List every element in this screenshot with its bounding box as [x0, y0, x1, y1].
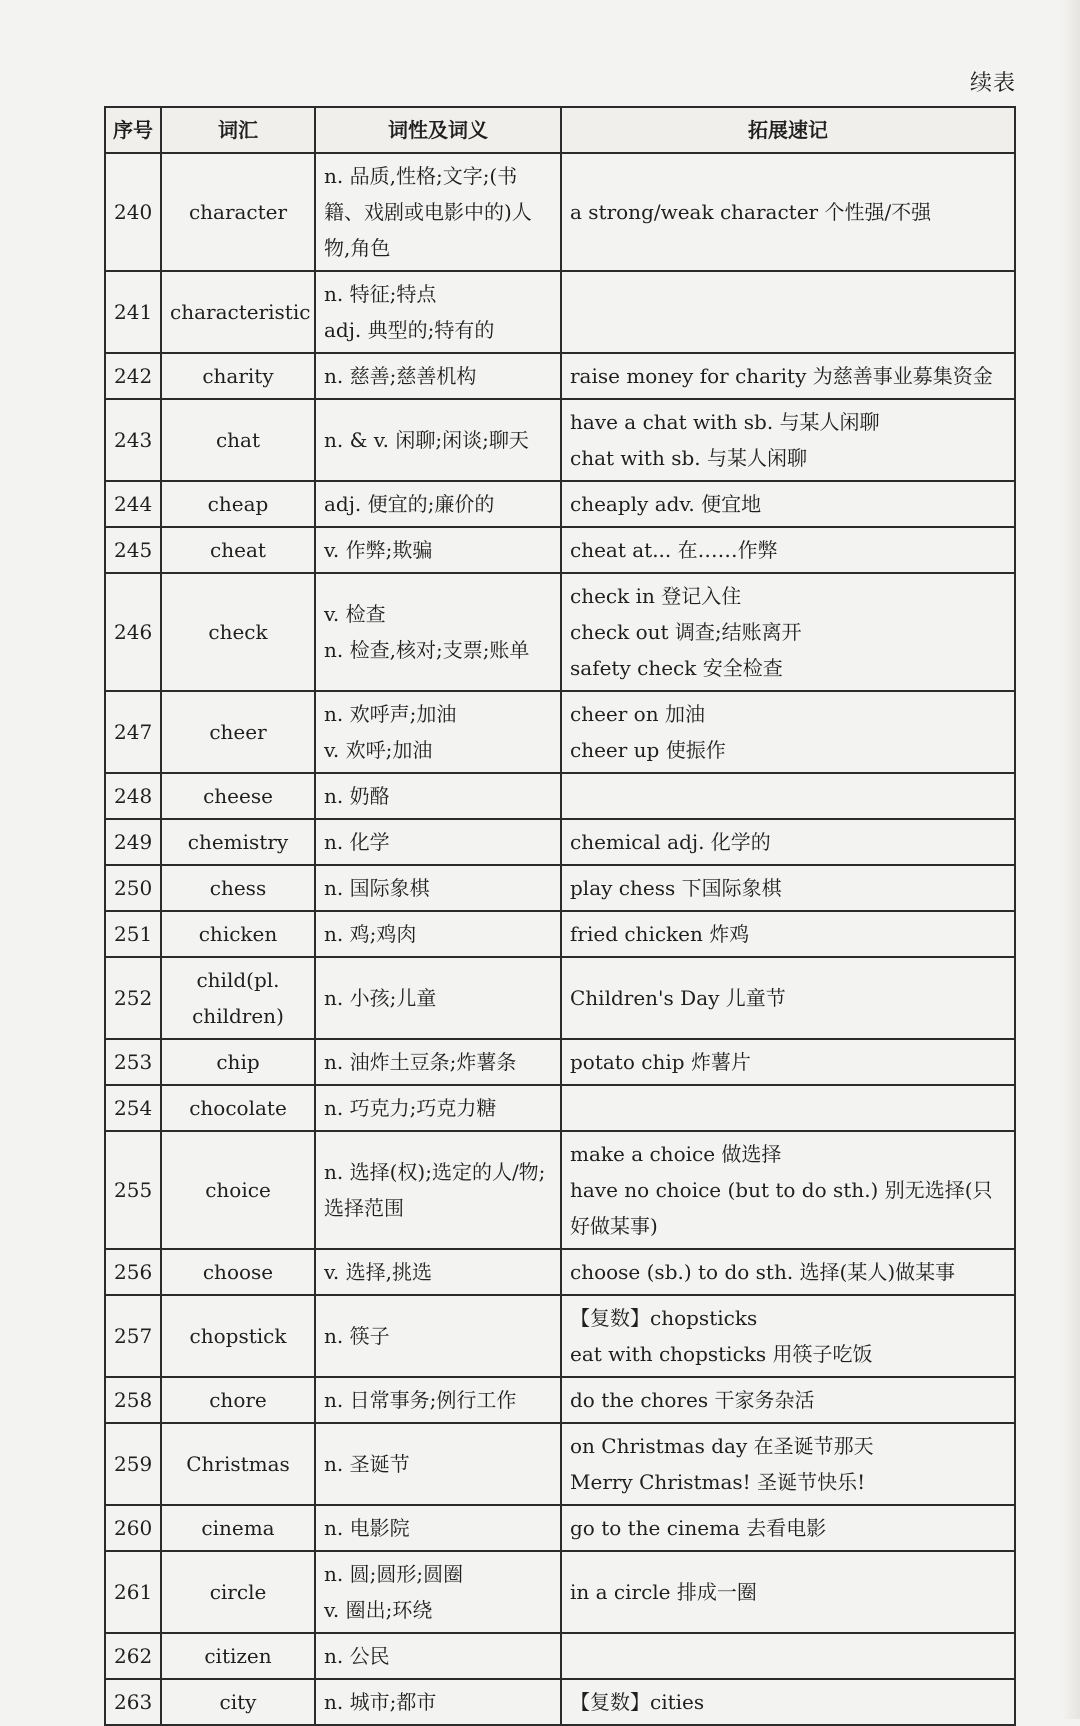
table-row: [105, 1039, 1015, 1085]
meaning-line: n. 电影院: [324, 1516, 410, 1540]
table-row: [105, 1295, 1015, 1377]
row-notes: [561, 399, 1015, 481]
row-word: cheese: [161, 773, 315, 819]
note-line: cheer on 加油: [570, 702, 705, 726]
table-row: [105, 399, 1015, 481]
row-number: 254: [105, 1085, 161, 1131]
row-number: 241: [105, 271, 161, 353]
row-notes: [561, 481, 1015, 527]
table-header-row: [105, 107, 1015, 153]
row-meaning: [315, 1131, 561, 1249]
row-meaning: [315, 819, 561, 865]
meaning-line: v. 圈出;环绕: [324, 1598, 433, 1622]
row-notes: [561, 865, 1015, 911]
row-meaning: [315, 1377, 561, 1423]
row-notes: [561, 1633, 1015, 1679]
meaning-line: n. & v. 闲聊;闲谈;聊天: [324, 428, 529, 452]
header-word: 词汇: [161, 107, 315, 153]
row-meaning: [315, 353, 561, 399]
note-line: cheat at... 在……作弊: [570, 538, 778, 562]
row-number: 255: [105, 1131, 161, 1249]
note-line: cheaply adv. 便宜地: [570, 492, 762, 516]
row-word: character: [161, 153, 315, 271]
row-meaning: [315, 911, 561, 957]
table-row: [105, 271, 1015, 353]
note-line: safety check 安全检查: [570, 656, 783, 680]
row-number: 258: [105, 1377, 161, 1423]
page-edge-shadow: [1062, 0, 1080, 1719]
row-number: 246: [105, 573, 161, 691]
header-notes: 拓展速记: [561, 107, 1015, 153]
row-meaning: [315, 573, 561, 691]
row-meaning: [315, 153, 561, 271]
meaning-line: n. 品质,性格;文字;(书籍、戏剧或电影中的)人物,角色: [324, 164, 532, 260]
row-number: 253: [105, 1039, 161, 1085]
table-row: [105, 1679, 1015, 1725]
row-word: charity: [161, 353, 315, 399]
row-notes: [561, 153, 1015, 271]
row-number: 240: [105, 153, 161, 271]
row-notes: [561, 1377, 1015, 1423]
row-word: check: [161, 573, 315, 691]
row-meaning: [315, 1423, 561, 1505]
row-notes: [561, 573, 1015, 691]
row-number: 249: [105, 819, 161, 865]
row-meaning: [315, 1679, 561, 1725]
meaning-line: n. 欢呼声;加油: [324, 702, 457, 726]
meaning-line: n. 选择(权);选定的人/物;选择范围: [324, 1160, 546, 1220]
note-line: do the chores 干家务杂活: [570, 1388, 815, 1412]
row-notes: [561, 1131, 1015, 1249]
table-row: [105, 1505, 1015, 1551]
table-row: [105, 1633, 1015, 1679]
note-line: chat with sb. 与某人闲聊: [570, 446, 807, 470]
row-word: circle: [161, 1551, 315, 1633]
note-line: choose (sb.) to do sth. 选择(某人)做某事: [570, 1260, 956, 1284]
row-notes: [561, 527, 1015, 573]
table-row: [105, 911, 1015, 957]
row-number: 248: [105, 773, 161, 819]
row-notes: [561, 1551, 1015, 1633]
row-word: chopstick: [161, 1295, 315, 1377]
meaning-line: n. 特征;特点: [324, 282, 437, 306]
meaning-line: n. 圣诞节: [324, 1452, 410, 1476]
note-line: have a chat with sb. 与某人闲聊: [570, 410, 880, 434]
header-meaning: 词性及词义: [315, 107, 561, 153]
note-line: Children's Day 儿童节: [570, 986, 786, 1010]
meaning-line: n. 检查,核对;支票;账单: [324, 638, 530, 662]
row-meaning: [315, 1633, 561, 1679]
meaning-line: n. 化学: [324, 830, 390, 854]
row-notes: [561, 1295, 1015, 1377]
note-line: eat with chopsticks 用筷子吃饭: [570, 1342, 873, 1366]
table-row: [105, 1085, 1015, 1131]
meaning-line: v. 欢呼;加油: [324, 738, 433, 762]
row-number: 251: [105, 911, 161, 957]
row-notes: [561, 691, 1015, 773]
note-line: 【复数】cities: [570, 1690, 705, 1714]
table-row: [105, 153, 1015, 271]
row-meaning: [315, 1551, 561, 1633]
row-word: citizen: [161, 1633, 315, 1679]
row-word: chess: [161, 865, 315, 911]
row-meaning: [315, 1085, 561, 1131]
note-line: fried chicken 炸鸡: [570, 922, 750, 946]
table-row: [105, 1423, 1015, 1505]
note-line: cheer up 使振作: [570, 738, 726, 762]
note-line: play chess 下国际象棋: [570, 876, 782, 900]
row-number: 242: [105, 353, 161, 399]
row-word: chicken: [161, 911, 315, 957]
meaning-line: adj. 便宜的;廉价的: [324, 492, 495, 516]
note-line: 【复数】chopsticks: [570, 1306, 758, 1330]
row-meaning: [315, 691, 561, 773]
meaning-line: n. 鸡;鸡肉: [324, 922, 417, 946]
table-row: [105, 353, 1015, 399]
meaning-line: n. 日常事务;例行工作: [324, 1388, 517, 1412]
row-number: 247: [105, 691, 161, 773]
row-word: cinema: [161, 1505, 315, 1551]
meaning-line: n. 圆;圆形;圆圈: [324, 1562, 464, 1586]
vocabulary-table: [104, 106, 1016, 1726]
row-word: cheap: [161, 481, 315, 527]
row-word: Christmas: [161, 1423, 315, 1505]
row-number: 245: [105, 527, 161, 573]
row-meaning: [315, 1039, 561, 1085]
meaning-line: n. 巧克力;巧克力糖: [324, 1096, 497, 1120]
row-meaning: [315, 1295, 561, 1377]
row-number: 263: [105, 1679, 161, 1725]
row-meaning: [315, 1249, 561, 1295]
header-number: 序号: [105, 107, 161, 153]
meaning-line: n. 慈善;慈善机构: [324, 364, 477, 388]
note-line: go to the cinema 去看电影: [570, 1516, 827, 1540]
meaning-line: v. 选择,挑选: [324, 1260, 432, 1284]
meaning-line: n. 公民: [324, 1644, 390, 1668]
row-meaning: [315, 957, 561, 1039]
row-number: 252: [105, 957, 161, 1039]
row-notes: [561, 911, 1015, 957]
table-row: [105, 773, 1015, 819]
note-line: have no choice (but to do sth.) 别无选择(只好做某事): [570, 1178, 993, 1238]
note-line: in a circle 排成一圈: [570, 1580, 757, 1604]
note-line: a strong/weak character 个性强/不强: [570, 200, 932, 224]
row-notes: [561, 1249, 1015, 1295]
row-notes: [561, 1505, 1015, 1551]
row-meaning: [315, 773, 561, 819]
row-notes: [561, 1039, 1015, 1085]
table-row: [105, 527, 1015, 573]
meaning-line: n. 国际象棋: [324, 876, 430, 900]
table-row: [105, 1551, 1015, 1633]
meaning-line: n. 油炸土豆条;炸薯条: [324, 1050, 517, 1074]
row-word: cheer: [161, 691, 315, 773]
row-notes: [561, 1679, 1015, 1725]
row-notes: [561, 271, 1015, 353]
table-row: [105, 819, 1015, 865]
row-number: 261: [105, 1551, 161, 1633]
table-row: [105, 865, 1015, 911]
row-meaning: [315, 865, 561, 911]
row-word: chip: [161, 1039, 315, 1085]
row-meaning: [315, 399, 561, 481]
note-line: chemical adj. 化学的: [570, 830, 771, 854]
meaning-line: v. 作弊;欺骗: [324, 538, 433, 562]
row-word: chore: [161, 1377, 315, 1423]
note-line: check out 调查;结账离开: [570, 620, 802, 644]
table-row: [105, 573, 1015, 691]
note-line: potato chip 炸薯片: [570, 1050, 751, 1074]
row-number: 243: [105, 399, 161, 481]
row-notes: [561, 1423, 1015, 1505]
note-line: Merry Christmas! 圣诞节快乐!: [570, 1470, 866, 1494]
row-number: 262: [105, 1633, 161, 1679]
row-notes: [561, 819, 1015, 865]
row-word: cheat: [161, 527, 315, 573]
meaning-line: n. 筷子: [324, 1324, 390, 1348]
continued-label: 续表: [969, 71, 1016, 96]
meaning-line: n. 小孩;儿童: [324, 986, 437, 1010]
row-notes: [561, 353, 1015, 399]
row-number: 257: [105, 1295, 161, 1377]
table-row: [105, 1131, 1015, 1249]
note-line: check in 登记入住: [570, 584, 742, 608]
note-line: raise money for charity 为慈善事业募集资金: [570, 364, 993, 388]
row-notes: [561, 957, 1015, 1039]
row-word: chat: [161, 399, 315, 481]
table-row: [105, 1249, 1015, 1295]
note-line: on Christmas day 在圣诞节那天: [570, 1434, 874, 1458]
row-meaning: [315, 1505, 561, 1551]
row-meaning: [315, 527, 561, 573]
row-number: 259: [105, 1423, 161, 1505]
row-word: child(pl. children): [161, 957, 315, 1039]
meaning-line: adj. 典型的;特有的: [324, 318, 495, 342]
row-number: 250: [105, 865, 161, 911]
note-line: make a choice 做选择: [570, 1142, 782, 1166]
table-body: [105, 153, 1015, 1725]
meaning-line: n. 奶酪: [324, 784, 390, 808]
meaning-line: n. 城市;都市: [324, 1690, 437, 1714]
row-word: chocolate: [161, 1085, 315, 1131]
table-row: [105, 957, 1015, 1039]
table-row: [105, 691, 1015, 773]
row-meaning: [315, 271, 561, 353]
row-word: choose: [161, 1249, 315, 1295]
row-word: chemistry: [161, 819, 315, 865]
row-number: 244: [105, 481, 161, 527]
meaning-line: v. 检查: [324, 602, 386, 626]
table-row: [105, 481, 1015, 527]
row-notes: [561, 773, 1015, 819]
row-word: choice: [161, 1131, 315, 1249]
row-word: city: [161, 1679, 315, 1725]
table-row: [105, 1377, 1015, 1423]
row-number: 260: [105, 1505, 161, 1551]
row-meaning: [315, 481, 561, 527]
row-notes: [561, 1085, 1015, 1131]
row-number: 256: [105, 1249, 161, 1295]
row-word: characteristic: [161, 271, 315, 353]
